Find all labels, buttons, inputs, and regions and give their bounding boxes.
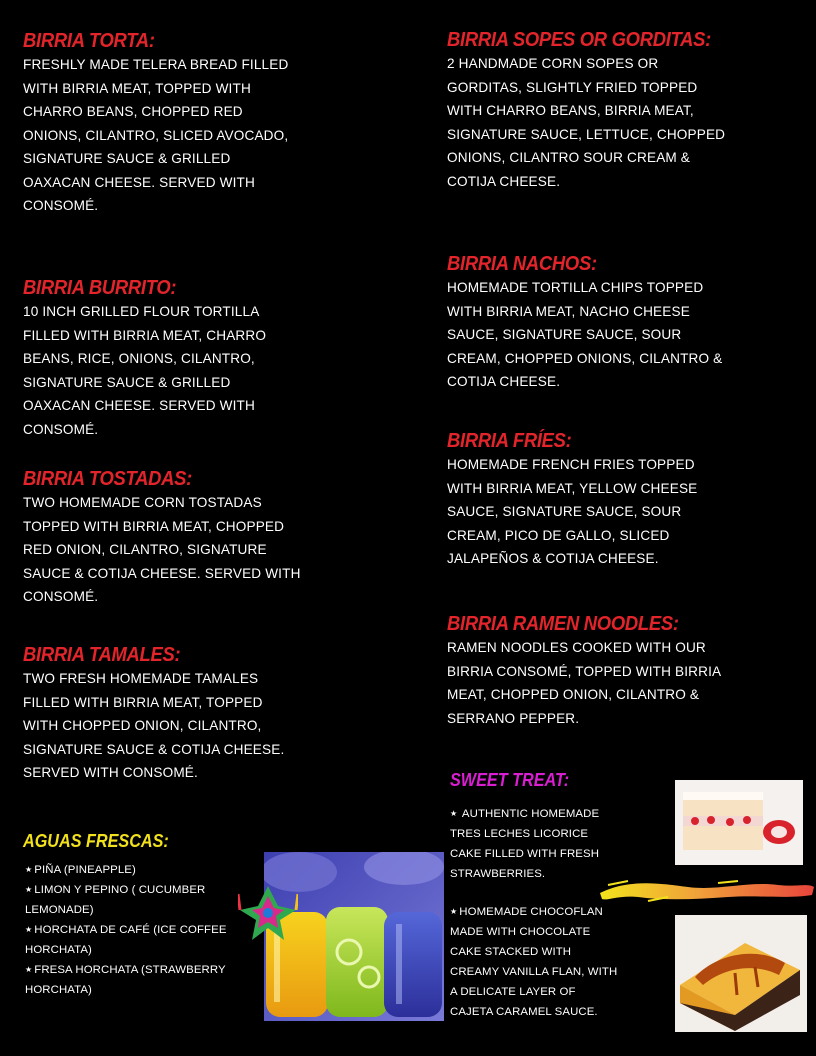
star-icon: ★ (25, 865, 33, 874)
menu-item-description: HOMEMADE TORTILLA CHIPS TOPPED WITH BIRRIA MEAT, NACHO CHEESE SAUCE, SIGNATURE SAUCE, SOUR CREAM, CHOPPED ONIONS, CILANTRO & COTIJA CHEESE. (447, 280, 723, 389)
menu-item-title: BIRRIA NACHOS: (447, 253, 597, 275)
menu-item-title: BIRRIA TOSTADAS: (23, 468, 193, 490)
aguas-frescas-title: AGUAS FRESCAS: (23, 831, 169, 851)
menu-item-birria-burrito (23, 276, 333, 441)
sweet-treat-title: SWEET TREAT: (450, 770, 570, 790)
list-item: ★ LIMON Y PEPINO ( CUCUMBER LEMONADE) (25, 884, 206, 917)
menu-item-birria-tamales (23, 643, 333, 785)
list-item: ★ PIÑA (PINEAPPLE) (25, 864, 136, 877)
menu-item-title: BIRRIA TORTA: (23, 30, 155, 52)
star-icon: ★ (25, 885, 33, 895)
chocoflan-photo (675, 915, 807, 1032)
menu-item-birria-sopes (447, 28, 777, 193)
menu-item-description: RAMEN NOODLES COOKED WITH OUR BIRRIA CONSOMÉ, TOPPED WITH BIRRIA MEAT, CHOPPED ONION, CILANTRO & SERRANO PEPPER. (447, 640, 722, 726)
aguas-frescas-section (23, 830, 253, 1000)
menu-item-birria-tostadas (23, 467, 333, 609)
menu-item-description: 2 HANDMADE CORN SOPES OR GORDITAS, SLIGHTLY FRIED TOPPED WITH CHARRO BEANS, BIRRIA MEAT, SIGNATURE SAUCE, LETTUCE, CHOPPED ONIONS, CILANTRO SOUR CREAM & COTIJA CHEESE. (447, 56, 726, 189)
menu-item-description: HOMEMADE FRENCH FRIES TOPPED WITH BIRRIA MEAT, YELLOW CHEESE SAUCE, SIGNATURE SAUCE, SOUR CREAM, PICO DE GALLO, SLICED JALAPEÑOS & COTIJA CHEESE. (447, 457, 698, 566)
menu-item-title: BIRRIA SOPES OR GORDITAS: (447, 29, 712, 51)
sweet-treat-list (450, 804, 620, 1022)
star-icon: ★ (25, 965, 33, 975)
tres-leches-cake-photo (675, 780, 803, 865)
star-icon: ★ (450, 809, 458, 818)
list-item: ★ HOMEMADE CHOCOFLAN MADE WITH CHOCOLATE CAKE STACKED WITH CREAMY VANILLA FLAN, WITH A DELICATE LAYER OF CAJETA CARAMEL SAUCE. (450, 906, 618, 1019)
menu-item-description: FRESHLY MADE TELERA BREAD FILLED WITH BIRRIA MEAT, TOPPED WITH CHARRO BEANS, CHOPPED RED ONIONS, CILANTRO, SLICED AVOCADO, SIGNATURE SAUCE & GRILLED OAXACAN CHEESE. SERVED WITH CONSOMÉ. (23, 57, 289, 213)
menu-item-title: BIRRIA BURRITO: (23, 277, 177, 299)
star-icon: ★ (25, 925, 33, 935)
menu-item-title: BIRRIA TAMALES: (23, 644, 181, 666)
menu-item-birria-fries (447, 429, 777, 571)
list-item: ★ HORCHATA DE CAFÉ (ICE COFFEE HORCHATA) (25, 924, 227, 957)
brush-stroke-decoration (598, 875, 816, 905)
menu-item-description: TWO FRESH HOMEMADE TAMALES FILLED WITH BIRRIA MEAT, TOPPED WITH CHOPPED ONION, CILANTRO, SIGNATURE SAUCE & COTIJA CHEESE. SERVED WITH CONSOMÉ. (23, 671, 285, 780)
list-item: ★ AUTHENTIC HOMEMADE TRES LECHES LICORICE CAKE FILLED WITH FRESH STRAWBERRIES. (450, 808, 600, 881)
list-item: ★ FRESA HORCHATA (STRAWBERRY HORCHATA) (25, 964, 226, 997)
pinata-icon (238, 880, 298, 950)
menu-item-description: TWO HOMEMADE CORN TOSTADAS TOPPED WITH BIRRIA MEAT, CHOPPED RED ONION, CILANTRO, SIGNATURE SAUCE & COTIJA CHEESE. SERVED WITH CONSOMÉ. (23, 495, 301, 604)
menu-item-title: BIRRIA FRÍES: (447, 430, 572, 452)
menu-item-birria-nachos (447, 252, 777, 394)
menu-item-title: BIRRIA RAMEN NOODLES: (447, 613, 679, 635)
star-icon: ★ (450, 907, 458, 917)
aguas-frescas-list (23, 860, 253, 1000)
menu-item-birria-ramen (447, 612, 777, 730)
menu-item-description: 10 INCH GRILLED FLOUR TORTILLA FILLED WITH BIRRIA MEAT, CHARRO BEANS, RICE, ONIONS, CILANTRO, SIGNATURE SAUCE & GRILLED OAXACAN CHEESE. SERVED WITH CONSOMÉ. (23, 304, 267, 437)
menu-item-birria-torta (23, 29, 333, 218)
